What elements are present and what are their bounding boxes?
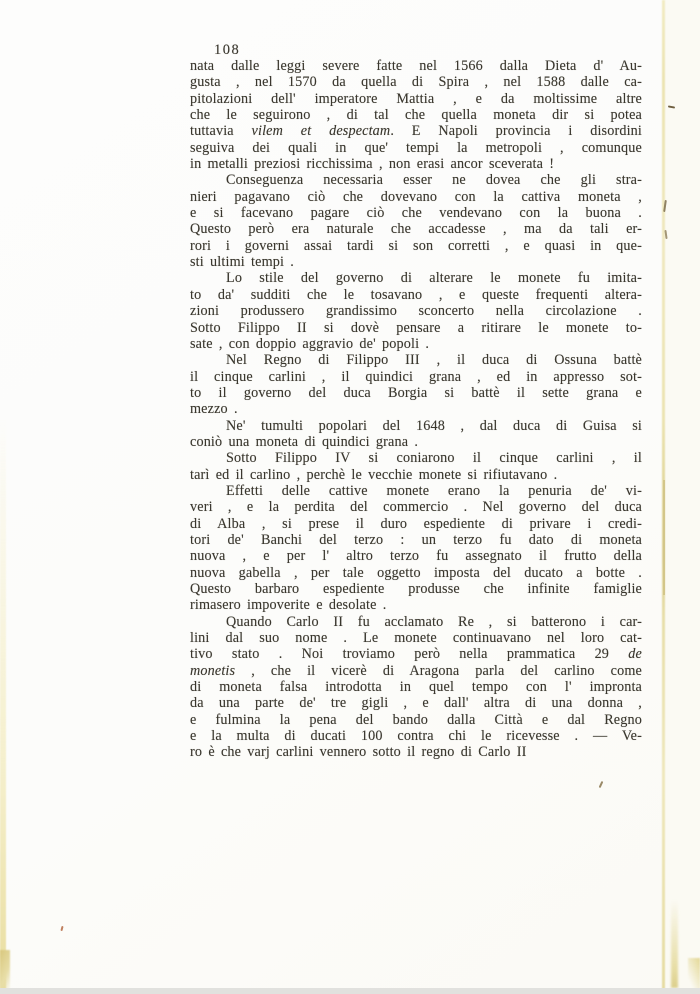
text-segment: , che il vicerè di Aragona parla del carlino come (235, 662, 642, 679)
text-segment: tori de' Banchi del terzo : un terzo fu dato di moneta (190, 531, 642, 548)
text-line (190, 418, 642, 434)
text-segment: mezzo . (190, 401, 238, 418)
text-segment: e fulmina la pena del bando dalla Città e dal Regno (190, 711, 642, 728)
text-segment: to il governo del duca Borgia si battè il sette grana e (190, 384, 642, 401)
text-segment: che le seguirono , di tal che quella moneta dir si potea (190, 107, 642, 124)
text-line (190, 74, 642, 90)
text-line (190, 744, 642, 760)
italic-text-segment: monetis (190, 662, 236, 679)
text-segment: in metalli preziosi ricchissima , non erasi ancor sceverata ! (190, 156, 555, 173)
text-segment: sti ultimi tempi . (190, 254, 294, 271)
text-line (190, 156, 642, 172)
text-segment: nuova , e per l' altro terzo fu assegnato il frutto della (190, 548, 642, 565)
text-segment: lini dal suo nome . Le monete continuavano nel loro cat- (190, 630, 642, 647)
text-line (190, 107, 642, 123)
text-segment: nuova gabella , per tale oggetto imposta del ducato a botte . (190, 564, 642, 581)
text-segment: di Alba , si prese il duro espediente di privare i credi- (190, 515, 642, 532)
text-line (190, 336, 642, 352)
text-segment: Nel Regno di Filippo III , il duca di Ossuna battè (226, 352, 642, 369)
page-edge-shadow (663, 480, 665, 595)
text-line (190, 483, 642, 499)
text-segment: Lo stile del governo di alterare le monete fu imita- (226, 270, 642, 287)
text-segment: rori i governi assai tardi si son corretti , e quasi in que- (190, 237, 642, 254)
text-segment: tarì ed il carlino , perchè le vecchie monete si rifiutavano . (190, 466, 558, 483)
text-line (190, 712, 642, 728)
text-line (190, 401, 642, 417)
ink-speck (60, 926, 63, 931)
text-segment: Conseguenza necessaria esser ne dovea che gli stra- (226, 172, 642, 189)
text-segment: e si facevano pagare ciò che vendevano con la buona . (190, 205, 642, 222)
text-line (190, 565, 642, 581)
text-line (190, 140, 642, 156)
text-line (190, 123, 642, 139)
bottom-right-streak (671, 900, 678, 988)
text-line (190, 303, 642, 319)
text-line (190, 663, 642, 679)
text-segment: di moneta falsa introdotta in quel tempo con l' impronta (190, 679, 642, 696)
text-segment: rimasero impoverite e desolate . (190, 597, 387, 614)
text-segment: veri , e la perdita del commercio . Nel governo del duca (190, 499, 642, 516)
text-line (190, 450, 642, 466)
text-line (190, 254, 642, 270)
text-line (190, 516, 642, 532)
text-segment: Quando Carlo II fu acclamato Re , si batterono i car- (226, 613, 642, 630)
text-segment: Questo però era naturale che accadesse , ma da tali er- (190, 221, 642, 238)
text-segment: gusta , nel 1570 da quella di Spira , nel 1588 dalle ca- (190, 74, 642, 91)
text-segment: tuttavia (190, 123, 252, 140)
text-line (190, 189, 642, 205)
text-line (190, 58, 642, 74)
text-line (190, 646, 642, 662)
text-segment: pitolazioni dell' imperatore Mattia , e da moltissime altre (190, 90, 642, 107)
page-number: 108 (214, 42, 241, 58)
text-segment: da una parte de' tre gigli , e dall' altra di una donna , (190, 695, 642, 712)
text-segment: e la multa di ducati 100 contra chi le ricevesse . — Ve- (190, 728, 642, 745)
text-line (190, 499, 642, 515)
text-line (190, 597, 642, 613)
text-segment: tivo stato . Noi troviamo però nella prammatica 29 (190, 646, 629, 663)
ink-speck (599, 781, 604, 788)
text-segment: seguiva dei quali in que' tempi la metropoli , comunque (190, 139, 642, 156)
text-segment: il cinque carlini , il quindici grana , ed in appresso sot- (190, 368, 642, 385)
text-line (190, 172, 642, 188)
text-line (190, 352, 642, 368)
bottom-right-stain (688, 958, 700, 990)
text-line (190, 614, 642, 630)
text-segment: to da' sudditi che le tosavano , e queste frequenti altera- (190, 286, 642, 303)
text-line (190, 221, 642, 237)
text-segment: nieri pagavano ciò che dovevano con la cattiva moneta , (190, 188, 642, 205)
text-segment: Ne' tumulti popolari del 1648 , dal duca di Guisa si (226, 417, 642, 434)
text-segment: coniò una moneta di quindici grana . (190, 433, 419, 450)
text-segment: Sotto Filippo IV si coniarono il cinque carlini , il (226, 450, 642, 467)
text-line (190, 695, 642, 711)
text-segment: zioni produssero grandissimo sconcerto nella circolazione . (190, 303, 642, 320)
text-line (190, 205, 642, 221)
text-line (190, 238, 642, 254)
text-line (190, 630, 642, 646)
text-line (190, 581, 642, 597)
adjacent-page-edge (665, 0, 700, 994)
left-paper-edge (0, 420, 6, 994)
bottom-left-stain (0, 950, 10, 990)
text-segment: Effetti delle cattive monete erano la penuria de' vi- (226, 482, 642, 499)
text-line (190, 385, 642, 401)
text-line (190, 320, 642, 336)
text-segment: ro è che varj carlini vennero sotto il regno di Carlo II (190, 744, 527, 761)
text-segment: . E Napoli provincia i disordini (390, 123, 643, 140)
text-line (190, 728, 642, 744)
text-line (190, 270, 642, 286)
text-segment: Sotto Filippo II si dovè pensare a ritirare le monete to- (190, 319, 642, 336)
text-line (190, 369, 642, 385)
text-line (190, 287, 642, 303)
text-line (190, 532, 642, 548)
text-line (190, 467, 642, 483)
scanner-bed-strip (0, 988, 700, 994)
text-segment: Questo barbaro espediente produsse che infinite famiglie (190, 581, 642, 597)
text-block (190, 58, 642, 761)
text-segment: nata dalle leggi severe fatte nel 1566 dalla Dieta d' Au- (190, 58, 642, 74)
italic-text-segment: de (628, 646, 642, 663)
text-segment: sate , con doppio aggravio de' popoli . (190, 335, 430, 352)
text-line (190, 679, 642, 695)
italic-text-segment: vilem et despectam (251, 123, 391, 140)
text-line (190, 91, 642, 107)
text-line (190, 434, 642, 450)
text-line (190, 548, 642, 564)
